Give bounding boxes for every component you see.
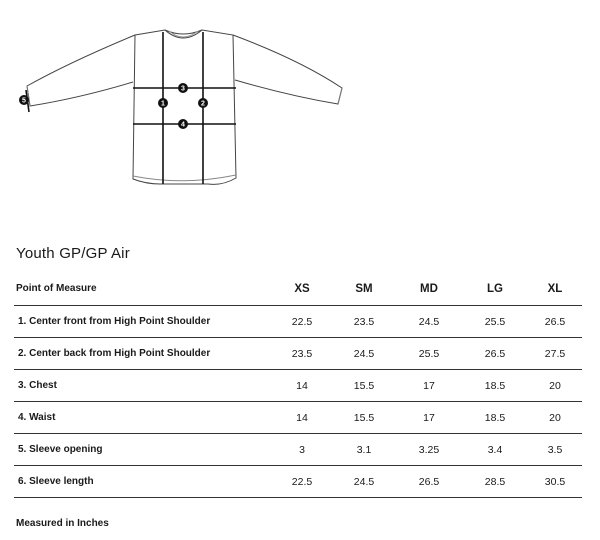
svg-text:1: 1 xyxy=(161,100,165,108)
cell-value: 23.5 xyxy=(332,306,396,338)
cell-value: 26.5 xyxy=(528,306,582,338)
table-row xyxy=(14,306,582,338)
jersey-diagram xyxy=(0,0,600,200)
marker-2 xyxy=(198,98,208,108)
cell-value: 27.5 xyxy=(528,338,582,370)
row-label: 4. Waist xyxy=(14,402,272,434)
table-row xyxy=(14,338,582,370)
cell-value: 22.5 xyxy=(272,306,332,338)
cell-value: 23.5 xyxy=(272,338,332,370)
row-label: 3. Chest xyxy=(14,370,272,402)
table-row xyxy=(14,370,582,402)
cell-value: 3.5 xyxy=(528,434,582,466)
cell-value: 26.5 xyxy=(462,338,528,370)
cell-value: 17 xyxy=(396,402,462,434)
cell-value: 25.5 xyxy=(462,306,528,338)
row-label: 5. Sleeve opening xyxy=(14,434,272,466)
cell-value: 3.4 xyxy=(462,434,528,466)
cell-value: 20 xyxy=(528,402,582,434)
cell-value: 20 xyxy=(528,370,582,402)
svg-text:2: 2 xyxy=(201,100,205,108)
marker-3 xyxy=(178,83,188,93)
measurement-unit-note: Measured in Inches xyxy=(16,518,109,529)
cell-value: 24.5 xyxy=(332,466,396,498)
size-chart-table xyxy=(14,272,582,498)
header-size-sm: SM xyxy=(332,272,396,306)
cell-value: 24.5 xyxy=(332,338,396,370)
cell-value: 14 xyxy=(272,402,332,434)
header-size-md: MD xyxy=(396,272,462,306)
cell-value: 25.5 xyxy=(396,338,462,370)
header-point-of-measure: Point of Measure xyxy=(14,272,272,306)
marker-4 xyxy=(178,119,188,129)
cell-value: 22.5 xyxy=(272,466,332,498)
table-row xyxy=(14,402,582,434)
header-size-xs: XS xyxy=(272,272,332,306)
cell-value: 17 xyxy=(396,370,462,402)
cell-value: 3.25 xyxy=(396,434,462,466)
cell-value: 28.5 xyxy=(462,466,528,498)
jersey-body-outline xyxy=(133,30,236,184)
row-label: 6. Sleeve length xyxy=(14,466,272,498)
table-row xyxy=(14,434,582,466)
jersey-left-sleeve xyxy=(27,35,135,106)
row-label: 2. Center back from High Point Shoulder xyxy=(14,338,272,370)
svg-text:5: 5 xyxy=(22,97,26,105)
jersey-right-sleeve xyxy=(233,35,342,104)
svg-text:3: 3 xyxy=(181,85,185,93)
page-title: Youth GP/GP Air xyxy=(16,245,130,262)
cell-value: 15.5 xyxy=(332,402,396,434)
row-label: 1. Center front from High Point Shoulder xyxy=(14,306,272,338)
cell-value: 3.1 xyxy=(332,434,396,466)
header-size-lg: LG xyxy=(462,272,528,306)
cell-value: 26.5 xyxy=(396,466,462,498)
marker-1 xyxy=(158,98,168,108)
table-header-row xyxy=(14,272,582,306)
cell-value: 18.5 xyxy=(462,402,528,434)
marker-5 xyxy=(19,95,29,105)
header-size-xl: XL xyxy=(528,272,582,306)
cell-value: 18.5 xyxy=(462,370,528,402)
cell-value: 3 xyxy=(272,434,332,466)
cell-value: 24.5 xyxy=(396,306,462,338)
cell-value: 15.5 xyxy=(332,370,396,402)
table-row xyxy=(14,466,582,498)
cell-value: 30.5 xyxy=(528,466,582,498)
cell-value: 14 xyxy=(272,370,332,402)
svg-text:4: 4 xyxy=(181,121,185,129)
